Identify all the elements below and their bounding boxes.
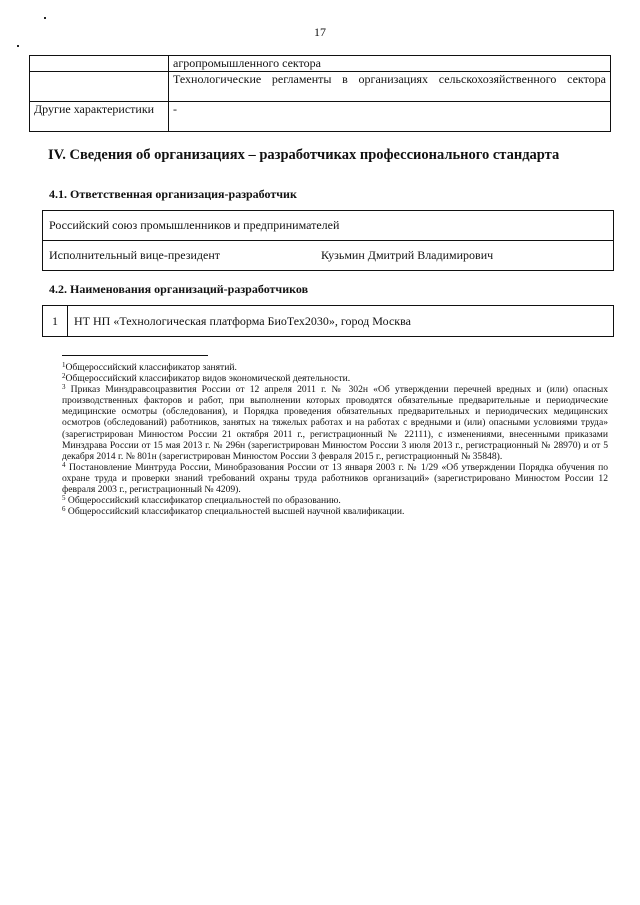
footnote (62, 462, 608, 495)
scan-mark (17, 45, 19, 47)
footnote-text: Общероссийский классификатор занятий. (65, 362, 237, 373)
scan-mark (44, 17, 46, 19)
table-row (30, 72, 611, 102)
org-name-row (43, 211, 613, 240)
footnote-mark: 2 (62, 372, 66, 381)
footnote (62, 384, 608, 462)
footnote (62, 362, 608, 373)
footnote (62, 373, 608, 384)
other-characteristics-label: Другие характеристики (30, 102, 169, 132)
characteristics-table (29, 55, 611, 132)
footnote-mark: 4 (62, 460, 66, 469)
footnote-text: Приказ Минздравсоцразвития России от 12 апреля 2011 г. № 302н «Об утверждении перечней вредных и (или) опасных производственных факторов и работ, при выполнении которых проводятся обязательные предварительные и периодические медицинские осмотры (обследования), и Порядка проведения обязательных предварительных и периодических медицинских осмотров (обследований) работников, занятых на тяжелых работах и на работах с вредными и (или) опасными условиями труда» (зарегистрирован Минюстом России 21 октября 2011 г., регистрационный № 22111), с изменениями, внесенными приказами Минздрава России от 15 мая 2013 г. № 296н (зарегистрирован Минюстом России 3 июля 2013 г., регистрационный № 28970) и от 5 декабря 2014 г. № 801н (зарегистрирован Минюстом России 3 февраля 2015 г., регистрационный № 35848). (62, 384, 608, 462)
table-row (30, 56, 611, 72)
signatory-position: Исполнительный вице-президент (49, 248, 221, 262)
table-row (30, 102, 611, 132)
signatory-row (43, 240, 613, 270)
other-characteristics-value: - (169, 102, 611, 132)
footnote-mark: 1 (62, 361, 66, 369)
table-cell-empty (30, 72, 169, 102)
footnote-divider (62, 355, 208, 356)
subsection-title: 4.1. Ответственная организация-разработчик (49, 187, 297, 201)
developer-org-name: НТ НП «Технологическая платформа БиоТех2030», город Москва (74, 313, 411, 328)
footnote-text: Постановление Минтруда России, Минобразования России от 13 января 2003 г. № 1/29 «Об утверждении Порядка обучения по охране труда и проверки знаний требований охраны труда работников организаций» (зарегистрировано Минюстом России 12 февраля 2003 г., регистрационный № 4209). (62, 461, 609, 496)
org-name: Российский союз промышленников и предпринимателей (49, 218, 340, 232)
footnote-text: Общероссийский классификатор видов экономической деятельности. (65, 373, 351, 385)
footnote-mark: 3 (62, 383, 66, 392)
footnote-text: Общероссийский классификатор специальностей по образованию. (67, 495, 341, 507)
responsible-org-box (42, 210, 614, 271)
page-number: 17 (314, 25, 326, 39)
footnote-mark: 5 (62, 494, 66, 503)
footnote (62, 495, 608, 506)
footnotes (62, 362, 608, 517)
regulation-text: Технологические регламенты в организациях сельскохозяйственного сектора (173, 72, 606, 86)
footnote (62, 506, 608, 517)
section-title: IV. Сведения об организациях – разработчиках профессионального стандарта (48, 147, 560, 163)
signatory-name: Кузьмин Дмитрий Владимирович (321, 248, 494, 262)
table-cell-empty (30, 56, 169, 72)
developer-org-row (42, 305, 614, 337)
footnote-mark: 6 (62, 505, 66, 514)
table-cell: агропромышленного сектора (169, 56, 611, 72)
table-cell (169, 72, 611, 102)
footnote-text: Общероссийский классификатор специальностей высшей научной квалификации. (67, 506, 405, 518)
subsection-title: 4.2. Наименования организаций-разработчиков (49, 282, 309, 296)
row-number: 1 (43, 306, 68, 336)
